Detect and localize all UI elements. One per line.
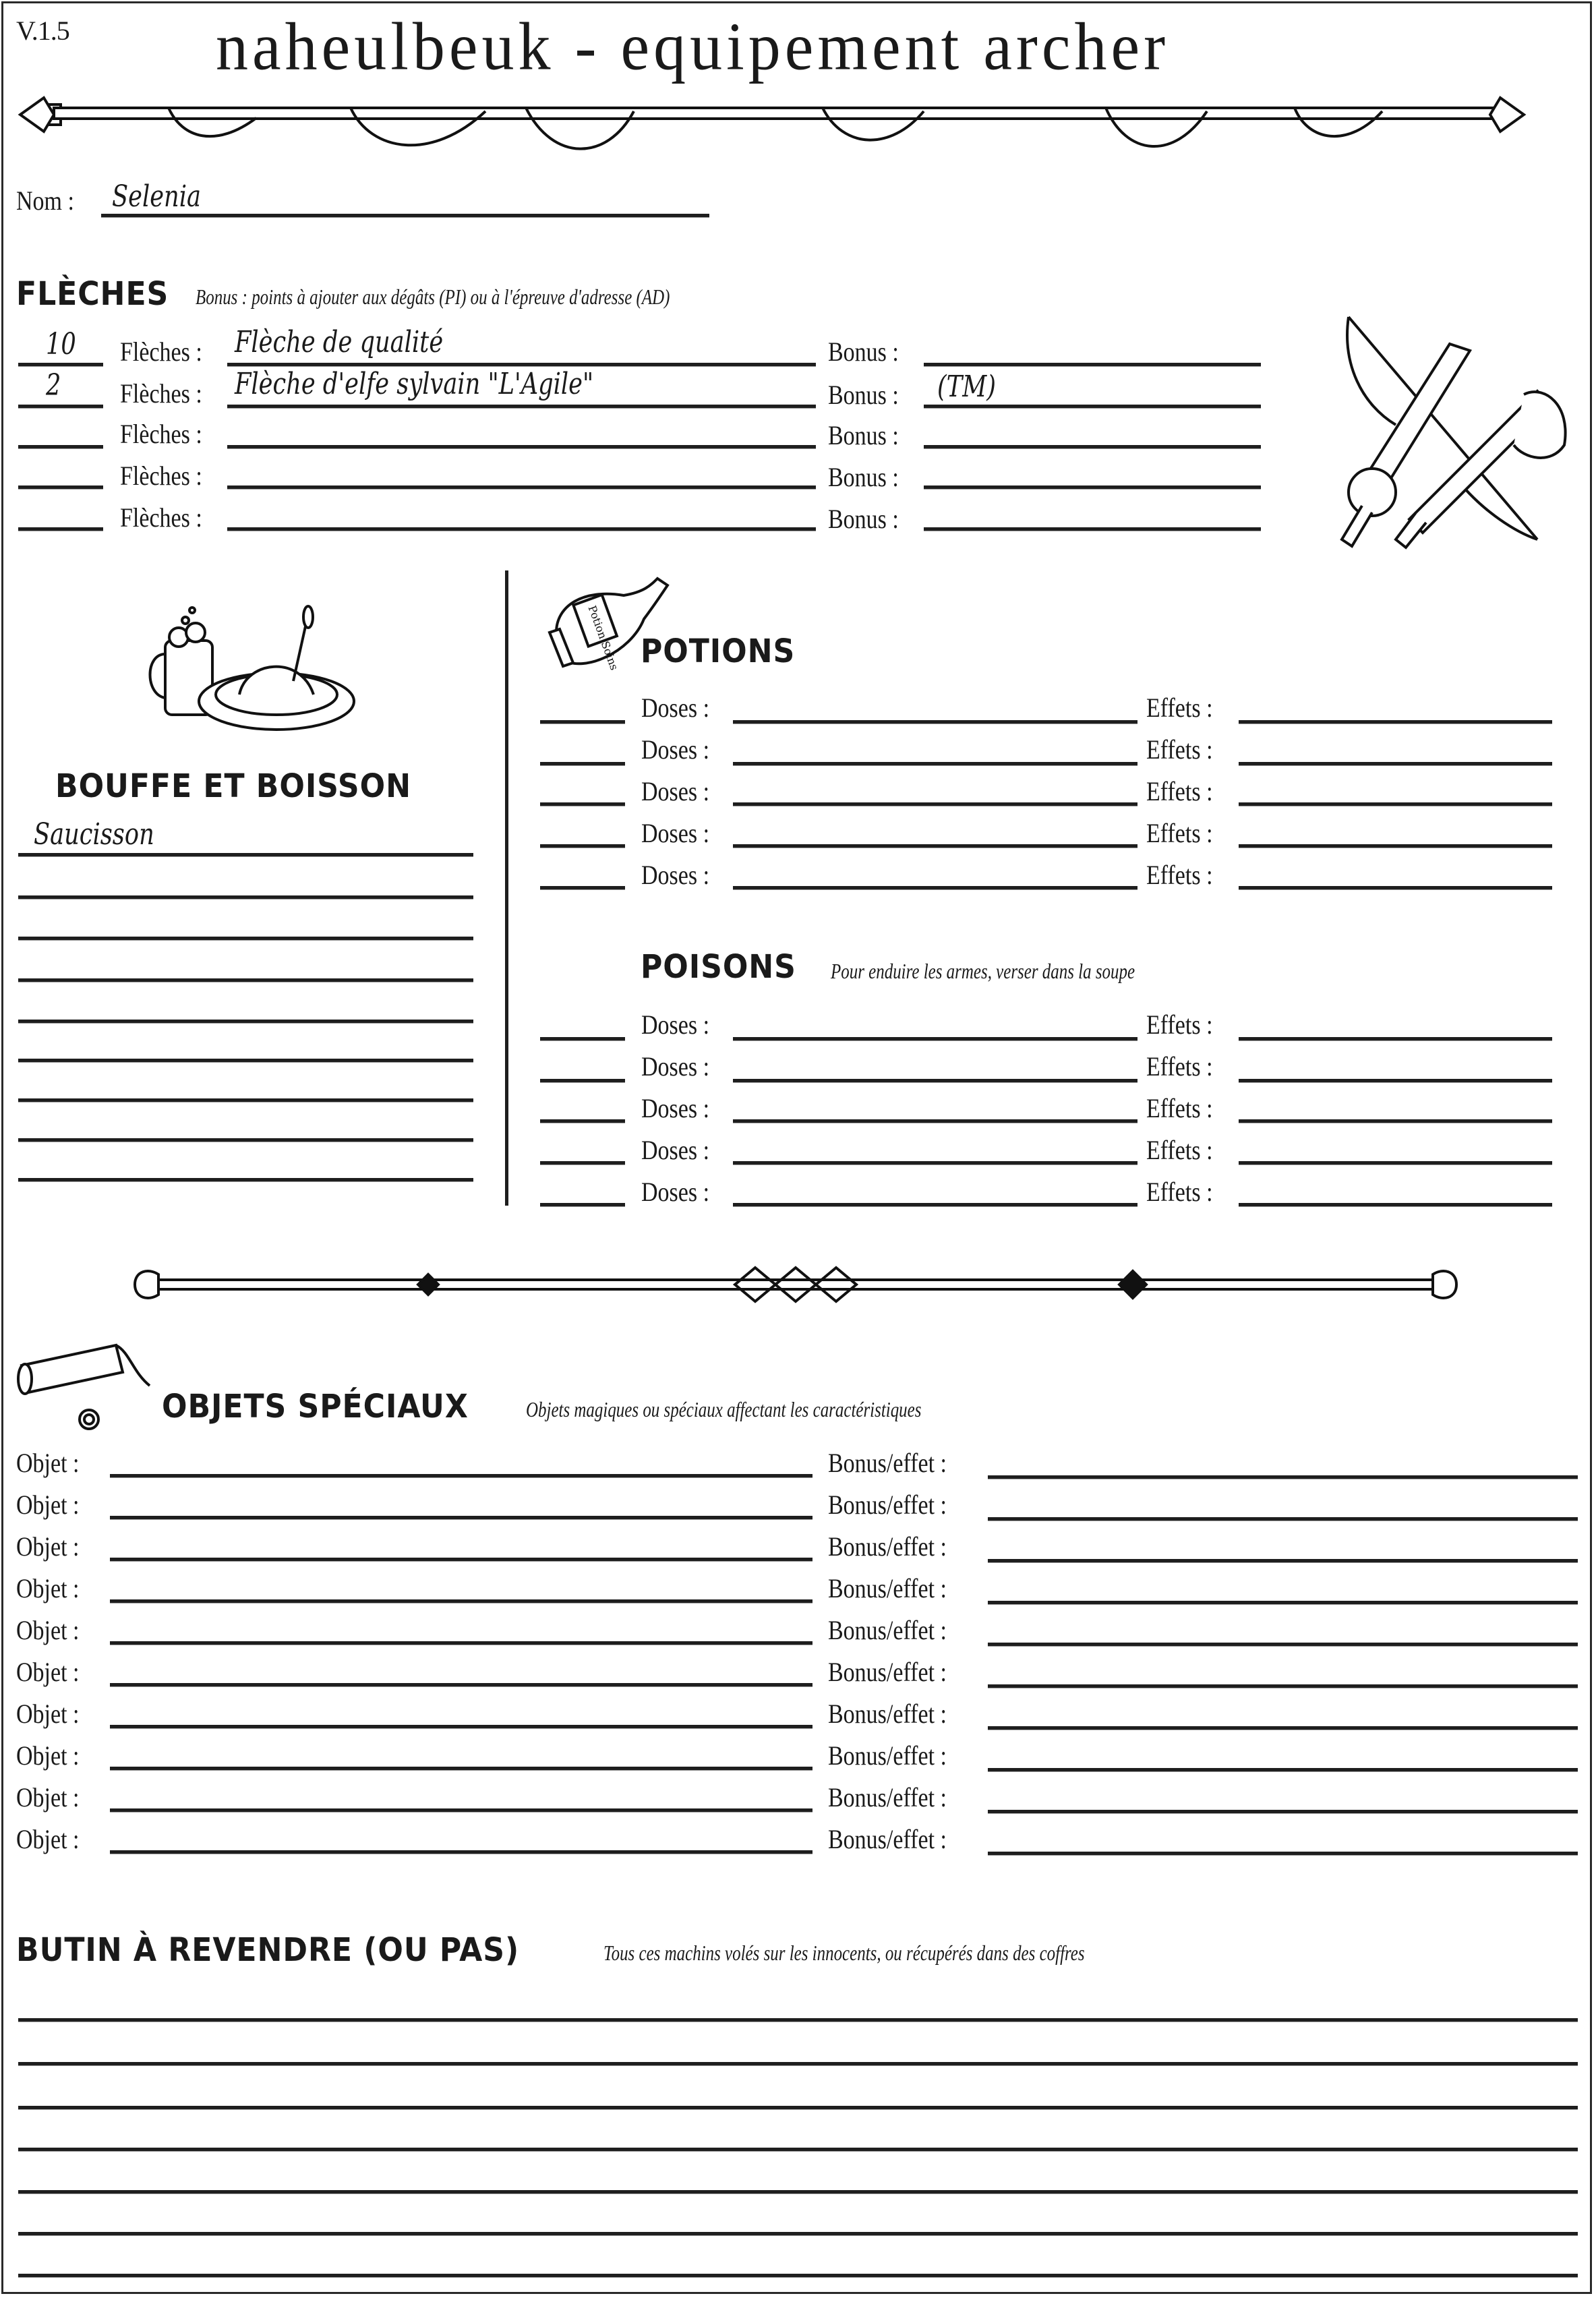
food-line[interactable] xyxy=(18,895,473,900)
poison-doses-label: Doses : xyxy=(641,1177,710,1207)
poison-qty-line[interactable] xyxy=(540,1079,625,1083)
potion-effects-line[interactable] xyxy=(1239,762,1552,766)
special-item-label: Objet : xyxy=(16,1615,80,1645)
arrow-bonus-line xyxy=(924,363,1261,367)
special-bonus-label: Bonus/effet : xyxy=(828,1615,947,1645)
poisons-heading: POISONS xyxy=(641,948,796,986)
special-items-heading: OBJETS SPÉCIAUX xyxy=(162,1388,469,1425)
food-item[interactable]: Saucisson xyxy=(34,817,154,852)
special-item-line[interactable] xyxy=(110,1808,812,1813)
poison-doses-line[interactable] xyxy=(733,1037,1137,1041)
potion-doses-line[interactable] xyxy=(733,762,1137,766)
poison-doses-label: Doses : xyxy=(641,1009,710,1040)
arrow-bonus-label: Bonus : xyxy=(828,336,899,367)
arrow-bonus-label: Bonus : xyxy=(828,420,899,450)
special-bonus-line[interactable] xyxy=(988,1475,1578,1479)
poison-doses-line[interactable] xyxy=(733,1203,1137,1207)
special-bonus-line[interactable] xyxy=(988,1601,1578,1605)
arrow-name-line[interactable] xyxy=(227,445,816,449)
arrow-row-label: Flèches : xyxy=(120,336,202,367)
loot-line[interactable] xyxy=(18,2148,1578,2152)
loot-line[interactable] xyxy=(18,2018,1578,2022)
special-item-label: Objet : xyxy=(16,1531,80,1562)
special-item-label: Objet : xyxy=(16,1490,80,1520)
special-item-line[interactable] xyxy=(110,1641,812,1645)
poison-doses-label: Doses : xyxy=(641,1135,710,1165)
potion-effects-label: Effets : xyxy=(1146,776,1213,806)
poison-doses-label: Doses : xyxy=(641,1093,710,1123)
potion-qty-line[interactable] xyxy=(540,762,625,766)
arrow-bonus-label: Bonus : xyxy=(828,504,899,534)
special-item-line[interactable] xyxy=(110,1599,812,1603)
loot-line[interactable] xyxy=(18,2274,1578,2278)
potion-doses-label: Doses : xyxy=(641,693,710,723)
arrow-bonus-line xyxy=(924,405,1261,409)
potion-effects-line[interactable] xyxy=(1239,886,1552,890)
special-items-subtitle: Objets magiques ou spéciaux affectant les caractéristiques xyxy=(526,1397,922,1421)
arrow-name-line xyxy=(227,405,816,409)
potion-doses-line[interactable] xyxy=(733,844,1137,848)
food-line[interactable] xyxy=(18,1020,473,1024)
poison-effects-label: Effets : xyxy=(1146,1135,1213,1165)
arrow-qty-line[interactable] xyxy=(18,485,103,490)
arrow-bonus-label: Bonus : xyxy=(828,380,899,410)
loot-line[interactable] xyxy=(18,2106,1578,2110)
special-bonus-line[interactable] xyxy=(988,1852,1578,1856)
poison-effects-line[interactable] xyxy=(1239,1079,1552,1083)
arrow-name-line[interactable] xyxy=(227,485,816,490)
arrow-qty[interactable]: 10 xyxy=(46,327,76,361)
special-item-label: Objet : xyxy=(16,1699,80,1729)
poison-effects-label: Effets : xyxy=(1146,1093,1213,1123)
special-bonus-line[interactable] xyxy=(988,1768,1578,1772)
special-item-label: Objet : xyxy=(16,1782,80,1813)
special-item-line[interactable] xyxy=(110,1683,812,1687)
poison-doses-label: Doses : xyxy=(641,1051,710,1082)
poison-effects-label: Effets : xyxy=(1146,1051,1213,1082)
special-bonus-line[interactable] xyxy=(988,1517,1578,1521)
loot-line[interactable] xyxy=(18,2232,1578,2236)
potion-doses-label: Doses : xyxy=(641,776,710,806)
arrow-name[interactable]: Flèche de qualité xyxy=(235,325,444,359)
special-item-line[interactable] xyxy=(110,1558,812,1562)
arrow-row-label: Flèches : xyxy=(120,461,202,491)
potion-effects-line[interactable] xyxy=(1239,720,1552,724)
special-item-label: Objet : xyxy=(16,1740,80,1771)
poison-doses-line[interactable] xyxy=(733,1119,1137,1123)
potion-effects-label: Effets : xyxy=(1146,818,1213,848)
poison-qty-line[interactable] xyxy=(540,1119,625,1123)
special-item-label: Objet : xyxy=(16,1824,80,1854)
food-line[interactable] xyxy=(18,1098,473,1102)
name-underline xyxy=(101,214,709,218)
food-line[interactable] xyxy=(18,978,473,982)
arrow-name[interactable]: Flèche d'elfe sylvain "L'Agile" xyxy=(235,367,594,401)
food-line[interactable] xyxy=(18,1138,473,1142)
loot-subtitle: Tous ces machins volés sur les innocents, ou récupérés dans des coffres xyxy=(603,1941,1085,1965)
special-bonus-line[interactable] xyxy=(988,1684,1578,1688)
arrow-qty-line xyxy=(18,363,103,367)
potion-effects-label: Effets : xyxy=(1146,693,1213,723)
potion-doses-label: Doses : xyxy=(641,818,710,848)
special-item-label: Objet : xyxy=(16,1657,80,1687)
arrow-qty[interactable]: 2 xyxy=(46,368,61,403)
special-bonus-line[interactable] xyxy=(988,1726,1578,1730)
special-bonus-label: Bonus/effet : xyxy=(828,1699,947,1729)
poison-effects-line[interactable] xyxy=(1239,1037,1552,1041)
poison-doses-line[interactable] xyxy=(733,1161,1137,1165)
food-line[interactable] xyxy=(18,853,473,857)
crossed-bow-sword-axe-icon xyxy=(1322,310,1571,553)
arrow-bonus-line[interactable] xyxy=(924,445,1261,449)
loot-line[interactable] xyxy=(18,2190,1578,2194)
special-item-line[interactable] xyxy=(110,1474,812,1478)
potion-effects-line[interactable] xyxy=(1239,844,1552,848)
spear-ribbon-divider-icon xyxy=(13,88,1531,155)
page-title: naheulbeuk - equipement archer xyxy=(216,8,1170,84)
special-bonus-line[interactable] xyxy=(988,1559,1578,1563)
special-bonus-label: Bonus/effet : xyxy=(828,1657,947,1687)
poison-qty-line[interactable] xyxy=(540,1203,625,1207)
poisons-subtitle: Pour enduire les armes, verser dans la soupe xyxy=(831,959,1135,983)
arrow-row-label: Flèches : xyxy=(120,502,202,533)
special-bonus-label: Bonus/effet : xyxy=(828,1448,947,1478)
special-item-line[interactable] xyxy=(110,1767,812,1771)
potion-qty-line[interactable] xyxy=(540,886,625,890)
potions-heading: POTIONS xyxy=(641,632,796,670)
potion-qty-line[interactable] xyxy=(540,802,625,806)
loot-line[interactable] xyxy=(18,2062,1578,2066)
arrow-bonus-label: Bonus : xyxy=(828,462,899,492)
poison-effects-line[interactable] xyxy=(1239,1203,1552,1207)
name-field[interactable]: Selenia xyxy=(112,179,201,214)
arrow-bonus-line[interactable] xyxy=(924,527,1261,531)
food-line[interactable] xyxy=(18,1178,473,1182)
arrow-qty-line[interactable] xyxy=(18,445,103,449)
potion-qty-line[interactable] xyxy=(540,720,625,724)
staff-divider-icon xyxy=(128,1261,1463,1308)
column-divider xyxy=(505,570,508,1206)
special-bonus-label: Bonus/effet : xyxy=(828,1490,947,1520)
special-bonus-label: Bonus/effet : xyxy=(828,1573,947,1603)
arrow-row-label: Flèches : xyxy=(120,378,202,409)
special-item-label: Objet : xyxy=(16,1573,80,1603)
arrow-row-label: Flèches : xyxy=(120,419,202,449)
potion-doses-line[interactable] xyxy=(733,802,1137,806)
loot-heading: BUTIN À REVENDRE (OU PAS) xyxy=(16,1931,520,1969)
potion-qty-line[interactable] xyxy=(540,844,625,848)
potion-doses-line[interactable] xyxy=(733,886,1137,890)
arrow-bonus[interactable]: (TM) xyxy=(937,370,996,404)
food-heading: BOUFFE ET BOISSON xyxy=(55,767,411,805)
poison-effects-line[interactable] xyxy=(1239,1161,1552,1165)
poison-effects-label: Effets : xyxy=(1146,1009,1213,1040)
poison-qty-line[interactable] xyxy=(540,1161,625,1165)
food-line[interactable] xyxy=(18,937,473,941)
name-label: Nom : xyxy=(16,185,74,216)
poison-effects-line[interactable] xyxy=(1239,1119,1552,1123)
potion-doses-label: Doses : xyxy=(641,734,710,765)
potion-doses-line[interactable] xyxy=(733,720,1137,724)
special-bonus-label: Bonus/effet : xyxy=(828,1782,947,1813)
special-bonus-label: Bonus/effet : xyxy=(828,1531,947,1562)
potion-doses-label: Doses : xyxy=(641,860,710,890)
arrow-qty-line xyxy=(18,405,103,409)
special-item-line[interactable] xyxy=(110,1725,812,1729)
scroll-and-ring-icon xyxy=(15,1332,156,1433)
special-item-label: Objet : xyxy=(16,1448,80,1478)
version-label: V.1.5 xyxy=(16,16,69,46)
special-bonus-line[interactable] xyxy=(988,1810,1578,1814)
arrow-name-line[interactable] xyxy=(227,527,816,531)
poison-doses-line[interactable] xyxy=(733,1079,1137,1083)
mug-and-plate-icon xyxy=(138,600,367,735)
potion-effects-label: Effets : xyxy=(1146,734,1213,765)
special-item-line[interactable] xyxy=(110,1516,812,1520)
poison-qty-line[interactable] xyxy=(540,1037,625,1041)
poison-effects-label: Effets : xyxy=(1146,1177,1213,1207)
arrow-qty-line[interactable] xyxy=(18,527,103,531)
potion-effects-line[interactable] xyxy=(1239,802,1552,806)
special-bonus-label: Bonus/effet : xyxy=(828,1824,947,1854)
special-item-line[interactable] xyxy=(110,1850,812,1854)
special-bonus-line[interactable] xyxy=(988,1643,1578,1647)
food-line[interactable] xyxy=(18,1059,473,1063)
arrows-heading: FLÈCHES xyxy=(16,275,169,313)
potion-effects-label: Effets : xyxy=(1146,860,1213,890)
potion-bottle-label: Potion Soins xyxy=(585,603,621,672)
special-bonus-label: Bonus/effet : xyxy=(828,1740,947,1771)
arrows-subtitle: Bonus : points à ajouter aux dégâts (PI) ou à l'épreuve d'adresse (AD) xyxy=(196,285,670,309)
arrow-bonus-line[interactable] xyxy=(924,485,1261,490)
